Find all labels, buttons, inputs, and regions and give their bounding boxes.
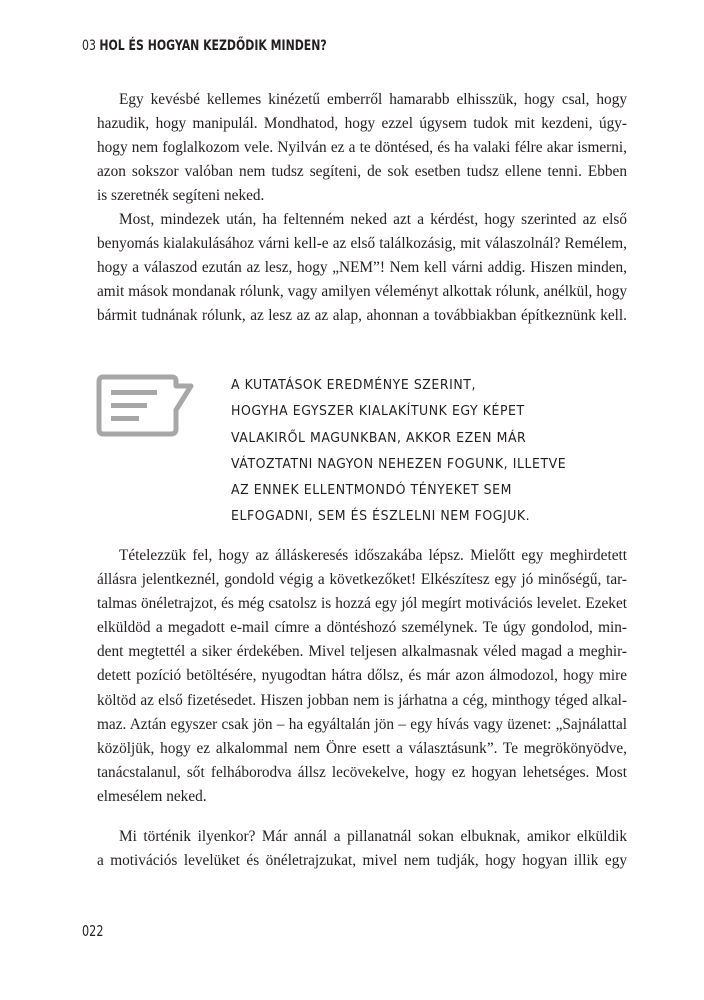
- text-line: Tételezzük fel, hogy az álláskeresés időszakába lépsz. Mielőtt egy meghirdetett: [119, 547, 627, 564]
- text-line: Mi történik ilyenkor? Már annál a pillanatnál sokan elbuknak, amikor elküldik: [119, 828, 627, 845]
- callout-quote: [231, 372, 595, 530]
- text-line: költöd az első fizetésedet. Hiszen jobban nem is járhatna a cég, minthogy téged alkal-: [97, 691, 627, 709]
- callout-line: ELFOGADNI, SEM ÉS ÉSZLELNI NEM FOGJUK.: [231, 508, 531, 525]
- text-line: állásra jelentkeznél, gondold végig a következőket! Elkészítesz egy jó minőségű, tar-: [97, 571, 627, 589]
- text-line: dent megtettél a siker érdekében. Mivel teljesen alkalmasnak véled magad a meghir-: [97, 643, 627, 661]
- text-line: tanácstalanul, sőt felháborodva állsz lecövekelve, hogy ez hogyan lehetséges. Most: [97, 763, 627, 781]
- text-line: Egy kevésbé kellemes kinézetű emberről hamarabb elhisszük, hogy csal, hogy: [119, 91, 627, 108]
- text-line: közöljük, hogy ez alkalommal nem Önre esett a választásunk”. Te megrökönyödve,: [97, 739, 627, 757]
- text-line: elmesélem neked.: [97, 787, 207, 805]
- running-header: [82, 38, 327, 54]
- text-line: detett pozíció betöltésére, nyugodtan hátra dőlsz, és már azon álmodozol, hogy mire: [97, 667, 627, 685]
- speech-bubble-text-icon: [96, 374, 194, 438]
- callout-line: AZ ENNEK ELLENTMONDÓ TÉNYEKET SEM: [231, 482, 512, 499]
- text-line: talmas önéletrajzot, és még csatolsz is hozzá egy jól megírt motivációs levelet. Ezeket: [97, 595, 627, 613]
- text-line: azon sokszor valóban nem tudsz segíteni, de sok esetben tudsz ellene tenni. Ebben: [97, 163, 627, 181]
- chapter-title: HOL ÉS HOGYAN KEZDŐDIK MINDEN?: [99, 38, 327, 54]
- text-line: hogy nem foglalkozom vele. Nyilván ez a te döntésed, és ha valaki félre akar ismerni,: [97, 139, 627, 157]
- callout-line: HOGYHA EGYSZER KIALAKÍTUNK EGY KÉPET: [231, 403, 525, 420]
- text-line: is szeretnék segíteni neked.: [97, 187, 265, 205]
- text-line: elküldöd a megadott e-mail címre a döntéshozó személynek. Te úgy gondolod, min-: [97, 619, 627, 637]
- text-line: maz. Aztán egyszer csak jön – ha egyáltalán jön – egy hívás vagy üzenet: „Sajnálattal: [97, 715, 627, 733]
- callout-line: VALAKIRŐL MAGUNKBAN, AKKOR EZEN MÁR: [231, 429, 527, 446]
- callout-line: A KUTATÁSOK EREDMÉNYE SZERINT,: [231, 377, 476, 393]
- paragraph-1: [97, 88, 627, 208]
- callout-line: VÁTOZTATNI NAGYON NEHEZEN FOGUNK, ILLETVE: [231, 455, 567, 472]
- text-line: benyomás kialakulásához várni kell-e az első találkozásig, mit válaszolnál? Remélem,: [97, 235, 627, 253]
- paragraph-3: [97, 544, 627, 809]
- text-line: hogy a válaszod ezután az lesz, hogy „NEM”! Nem kell várni addig. Hiszen minden,: [97, 259, 627, 277]
- text-line: bármit tudnának rólunk, az lesz az az alap, ahonnan a továbbiakban építkeznünk kell.: [97, 307, 627, 325]
- page-number: 022: [82, 922, 104, 940]
- text-line: amit mások mondanak rólunk, vagy amilyen véleményt alkottak rólunk, anélkül, hogy: [97, 283, 627, 301]
- paragraph-4: [97, 825, 627, 873]
- text-line: Most, mindezek után, ha feltenném neked azt a kérdést, hogy szerinted az első: [119, 211, 627, 228]
- text-line: a motivációs levelüket és önéletrajzukat, mivel nem tudják, hogy hogyan illik egy: [97, 852, 627, 870]
- chapter-number: 03: [82, 38, 96, 54]
- paragraph-2: [97, 208, 627, 328]
- text-line: hazudik, hogy manipulál. Mondhatod, hogy ezzel úgysem tudok mit kezdeni, úgy-: [97, 115, 627, 133]
